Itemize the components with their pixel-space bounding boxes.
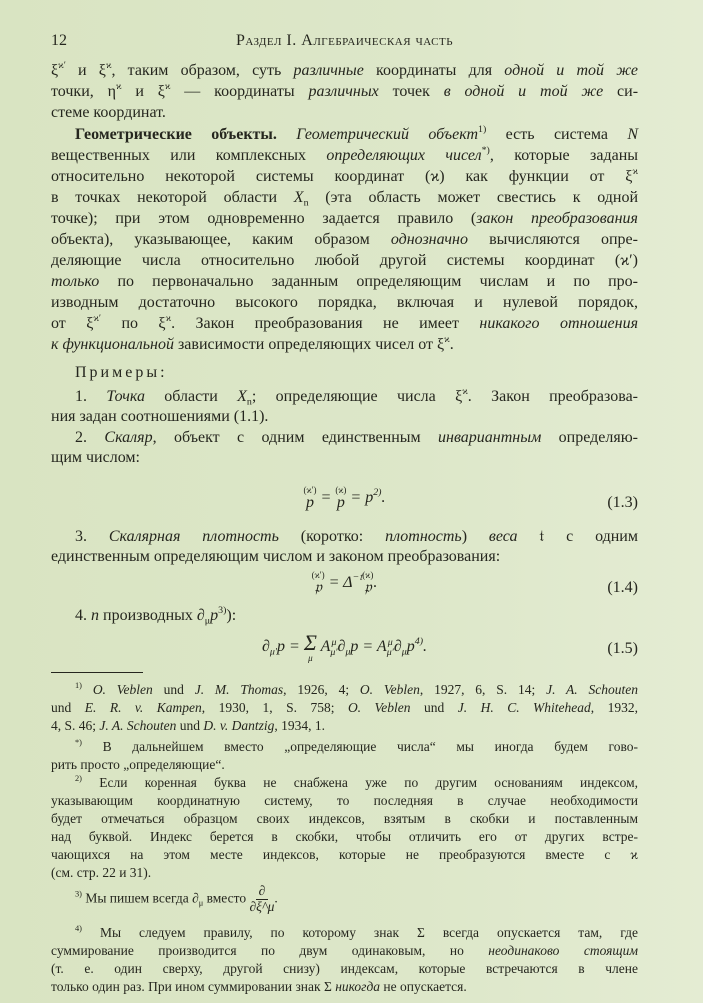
- text: , 1927, 6, S. 14;: [419, 682, 547, 697]
- page-number: 12: [51, 32, 67, 49]
- example-3: [51, 527, 638, 567]
- super-sub-index: [330, 638, 337, 658]
- italic-text: инвариантным: [438, 429, 542, 446]
- italic-text: веса: [488, 528, 518, 545]
- italic-text: однозначно: [390, 231, 468, 248]
- text: und: [410, 700, 458, 715]
- text-line: [51, 547, 638, 567]
- text: Если коренная буква не снабжена уже по другим основаниям индексом,: [81, 775, 638, 790]
- subscript: n: [246, 396, 252, 408]
- italic-text: Скаляр: [104, 429, 153, 446]
- text: точки, η: [51, 83, 116, 100]
- text: [82, 682, 93, 697]
- italic-text: неодинаково стоящим: [488, 943, 638, 958]
- italic-text: только: [51, 273, 100, 290]
- text-line: [51, 81, 638, 102]
- text: ; определяющие числа ξ: [251, 388, 463, 405]
- italic-text: J. H. C. Whitehead: [457, 700, 591, 715]
- italic-text: J. A. Schouten: [99, 718, 177, 733]
- text: (т. е. один сверху, другой снизу) индексам, которые встречаются в члене: [51, 961, 638, 976]
- text-line: [51, 271, 638, 292]
- text: вещественных или комплексных: [51, 147, 327, 164]
- equation-body: [51, 486, 638, 511]
- text-line: [51, 924, 638, 942]
- text-line: [51, 313, 638, 334]
- text-line: [51, 187, 638, 208]
- text: (см. стр. 22 и 31).: [51, 865, 152, 880]
- subscript: μ: [401, 646, 407, 658]
- upper-index: μ: [387, 636, 393, 648]
- subscript: μ: [198, 898, 204, 908]
- bold-text: Геометрические объекты.: [75, 126, 277, 143]
- equation-body: [51, 632, 638, 663]
- text-line: [51, 774, 638, 792]
- text-line: [51, 387, 638, 407]
- text-line: [51, 846, 638, 864]
- text-line: [51, 699, 638, 717]
- text: p = A: [350, 638, 387, 656]
- text-line: [51, 717, 638, 735]
- text-line: [51, 428, 638, 448]
- footnote-1: [51, 681, 638, 735]
- text: p: [406, 638, 415, 656]
- text-line: [51, 681, 638, 699]
- text: 2.: [75, 429, 105, 446]
- text-line: [51, 792, 638, 810]
- superscript: −𝔱: [352, 572, 363, 584]
- text: (эта область может свестись к одной: [308, 189, 639, 206]
- text: зависимости определяющих чисел от ξ: [173, 336, 445, 353]
- text: .: [381, 489, 386, 507]
- text: , 1926, 4;: [283, 682, 360, 697]
- numerator: ∂: [256, 884, 269, 900]
- text: ):: [226, 607, 237, 624]
- text-line: [51, 208, 638, 229]
- text: A: [316, 638, 331, 656]
- superscript: 3): [75, 889, 82, 899]
- text-line: [51, 864, 638, 882]
- sigma: Σ: [303, 630, 317, 655]
- superscript: ϰ′: [58, 60, 66, 72]
- text: =: [316, 489, 336, 507]
- text: си-: [603, 83, 639, 100]
- text-line: [51, 960, 638, 978]
- text: относительно некоторой системы координат (ϰ) как функции от ξ: [51, 168, 633, 185]
- italic-text: D. v. Dantzig: [203, 718, 275, 733]
- superscript: ϰ: [105, 60, 112, 72]
- italic-text: ∂: [196, 607, 205, 624]
- super-sub-index: [387, 638, 394, 658]
- equation-body: [51, 571, 638, 596]
- text: ∂: [393, 638, 402, 656]
- equation-number: (1.4): [607, 579, 638, 596]
- italic-text: J. M. Thomas: [194, 682, 284, 697]
- base-symbol: 𝔭: [314, 579, 322, 596]
- subscript: μ: [345, 646, 351, 658]
- subscript: μ′: [269, 646, 278, 658]
- running-title: Раздел I. Алгебраическая часть: [235, 32, 454, 49]
- equation-1-4: [51, 569, 638, 605]
- text: В дальнейшем вместо „определяющие числа“ мы иногда будем гово-: [81, 739, 638, 754]
- text-line: [51, 145, 638, 166]
- spaced-text: Примеры:: [75, 364, 168, 381]
- superscript: 1): [75, 681, 82, 691]
- equation-number: (1.5): [607, 640, 638, 657]
- italic-text: различных: [308, 83, 379, 100]
- base-symbol: p: [336, 494, 345, 511]
- superscript: ϰ: [632, 166, 638, 178]
- italic-text: O. Veblen: [347, 700, 411, 715]
- superscript: 1): [478, 124, 487, 136]
- text-line: [51, 978, 638, 996]
- text: — координаты: [170, 83, 309, 100]
- text: от ξ: [51, 315, 94, 332]
- text-line: [51, 448, 638, 468]
- superscript: ϰ′: [93, 313, 102, 325]
- subscript: n: [303, 197, 309, 209]
- text-line: [51, 166, 638, 187]
- italic-text: одной и той же: [504, 62, 639, 79]
- base-symbol: 𝔭: [364, 579, 372, 596]
- example-4: [51, 606, 638, 626]
- italic-text: ∂: [192, 890, 199, 906]
- text: указывающим координатную систему, то последняя в случае необходимости: [51, 793, 638, 808]
- fraction: [249, 884, 274, 915]
- text-line: [51, 407, 638, 427]
- text: .: [449, 336, 454, 353]
- text: деляющие числа относительно любой другой системы координат (ϰ′): [51, 252, 638, 269]
- text: определяю-: [541, 429, 638, 446]
- text: = p: [346, 489, 374, 507]
- text: .: [274, 890, 278, 906]
- text: ξ: [51, 62, 59, 79]
- superscript: 2): [373, 487, 382, 499]
- lower-index: μ′: [386, 646, 394, 658]
- text: не опускается.: [380, 979, 467, 994]
- text: und: [51, 700, 85, 715]
- text: суммирование производится по двум одинаковым, но: [51, 943, 489, 958]
- text: 4.: [75, 607, 91, 624]
- text: точке); при этом одновременно задается правило (: [51, 210, 477, 227]
- superscript: 4): [75, 924, 82, 934]
- text: над буквой. Индекс берется в скобки, чтобы отличить его от других встре-: [51, 829, 638, 844]
- text: = Δ: [324, 574, 353, 592]
- italic-text: к функциональной: [51, 336, 174, 353]
- text: единственным определяющим числом и законом преобразования:: [51, 548, 501, 565]
- sum-symbol: [304, 632, 317, 663]
- overset-index: (ϰ′): [303, 485, 317, 495]
- text: по ξ: [101, 315, 166, 332]
- italic-text: никакого отношения: [479, 315, 638, 332]
- text-line: [51, 250, 638, 271]
- subscript: μ: [204, 615, 211, 627]
- sum-index: μ: [308, 653, 313, 663]
- text-line: [51, 292, 638, 313]
- superscript: *): [481, 145, 490, 157]
- text: точек: [378, 83, 444, 100]
- text-line: [51, 810, 638, 828]
- italic-text: E. R. v. Kampen: [84, 700, 202, 715]
- overset-symbol: [304, 486, 317, 511]
- text: ∂: [261, 638, 270, 656]
- text: объекта), указывающее, каким образом: [51, 231, 391, 248]
- footnote-4: [51, 924, 638, 996]
- text-line: [51, 229, 638, 250]
- text-line: [51, 884, 638, 915]
- text: в точках некоторой области: [51, 189, 294, 206]
- text-line: [51, 102, 638, 123]
- text-line: [51, 334, 638, 355]
- example-2: [51, 428, 638, 468]
- text: производных: [99, 607, 197, 624]
- footnote-2: [51, 774, 638, 882]
- text: координаты для: [363, 62, 505, 79]
- text: [277, 126, 296, 143]
- text: вычисляются опре-: [467, 231, 638, 248]
- superscript: ϰ: [164, 81, 171, 93]
- text: есть система: [486, 126, 628, 143]
- superscript: 4): [414, 636, 423, 648]
- text: ния задан соотношениями (1.1).: [51, 408, 269, 425]
- text: Мы следуем правилу, по которому знак Σ всегда опускается там, где: [81, 925, 638, 940]
- text: изводным достаточно высокого порядка, включая и нулевой порядок,: [51, 294, 638, 311]
- text: , таким образом, суть: [111, 62, 294, 79]
- text: 1.: [75, 388, 107, 405]
- superscript: 3): [218, 605, 227, 617]
- text-line: [51, 527, 638, 547]
- text-line: [51, 828, 638, 846]
- text: только один раз. При ином суммировании знак Σ: [51, 979, 336, 994]
- text: , которые заданы: [489, 147, 638, 164]
- italic-text: Скалярная плотность: [108, 528, 279, 545]
- text: вместо: [203, 890, 250, 906]
- overset-index: (ϰ): [362, 570, 374, 580]
- italic-text: в одной и той же: [443, 83, 604, 100]
- italic-text: J. A. Schouten: [546, 682, 639, 697]
- footnote-star: [51, 738, 638, 774]
- superscript: ϰ: [165, 313, 172, 325]
- italic-text: определяющих чисел: [326, 147, 482, 164]
- text: ∂: [337, 638, 346, 656]
- text-line: [51, 738, 638, 756]
- italic-text: Точка: [106, 388, 145, 405]
- superscript: ϰ: [444, 334, 450, 346]
- italic-text: p: [210, 607, 219, 624]
- text: рить просто „определяющие“.: [51, 757, 225, 772]
- text: , 1930, 1, S. 758;: [201, 700, 348, 715]
- upper-index: μ: [331, 636, 337, 648]
- italic-text: Геометрический объект: [296, 126, 479, 143]
- text: , 1932,: [590, 700, 639, 715]
- text: . Закон преобразова-: [467, 388, 638, 405]
- italic-text: O. Veblen: [359, 682, 420, 697]
- overset-index: (ϰ): [335, 485, 347, 495]
- text: и ξ: [121, 83, 165, 100]
- overset-symbol: [335, 486, 346, 511]
- italic-text: никогда: [335, 979, 381, 994]
- text: .: [373, 574, 378, 592]
- superscript: ϰ: [115, 81, 122, 93]
- text: 3.: [75, 528, 109, 545]
- text: Мы пишем всегда: [81, 890, 193, 906]
- text: и ξ: [65, 62, 106, 79]
- text: по первоначально заданным определяющим числам и по про-: [99, 273, 638, 290]
- italic-text: плотность: [385, 528, 462, 545]
- footnote-divider: [51, 672, 143, 673]
- text: области: [144, 388, 238, 405]
- text: p =: [277, 638, 304, 656]
- equation-1-5: [51, 630, 638, 666]
- italic-text: N: [627, 126, 638, 143]
- overset-symbol: [362, 571, 373, 596]
- base-symbol: p: [306, 494, 315, 511]
- text-line: [51, 60, 638, 81]
- text: чающихся на этом месте индексов, которые не преобразуются вместе с ϰ: [51, 847, 638, 862]
- italic-text: закон преобразования: [476, 210, 638, 227]
- paragraph-geometric-objects: [51, 124, 638, 355]
- text: , объект с одним единственным: [152, 429, 439, 446]
- text: будет отмечаться образцом своих индексов, взятым в скобки и поставленным: [51, 811, 638, 826]
- text: , 1934, 1.: [274, 718, 325, 733]
- italic-text: X: [237, 388, 247, 405]
- denominator: ∂ξ^μ: [249, 898, 275, 914]
- text-line: [51, 606, 638, 626]
- text: 4, S. 46;: [51, 718, 100, 733]
- text: und: [152, 682, 195, 697]
- running-header: [51, 32, 638, 53]
- text: стеме координат.: [51, 104, 166, 121]
- italic-text: X: [293, 189, 304, 206]
- text-line: [51, 124, 638, 145]
- text: 𝔱 с одним: [517, 528, 638, 545]
- paragraph-intro: [51, 60, 638, 123]
- lower-index: μ′: [330, 646, 338, 658]
- text: (коротко:: [278, 528, 386, 545]
- examples-heading: [51, 362, 638, 383]
- example-1: [51, 387, 638, 427]
- italic-text: различные: [293, 62, 364, 79]
- text: und: [176, 718, 204, 733]
- equation-number: (1.3): [607, 494, 638, 511]
- italic-text: n: [91, 607, 99, 624]
- footnote-3: [51, 884, 638, 915]
- text-line: [51, 362, 638, 383]
- text: ): [461, 528, 489, 545]
- overset-index: (ϰ′): [311, 570, 325, 580]
- text-line: [51, 756, 638, 774]
- text-line: [51, 942, 638, 960]
- text: . Закон преобразования не имеет: [171, 315, 480, 332]
- superscript: 2): [75, 774, 82, 784]
- text: .: [423, 638, 427, 656]
- overset-symbol: [312, 571, 325, 596]
- text: щим числом:: [51, 449, 140, 466]
- italic-text: O. Veblen: [92, 682, 153, 697]
- superscript: *): [75, 738, 82, 748]
- superscript: ϰ: [462, 386, 468, 398]
- equation-1-3: [51, 484, 638, 520]
